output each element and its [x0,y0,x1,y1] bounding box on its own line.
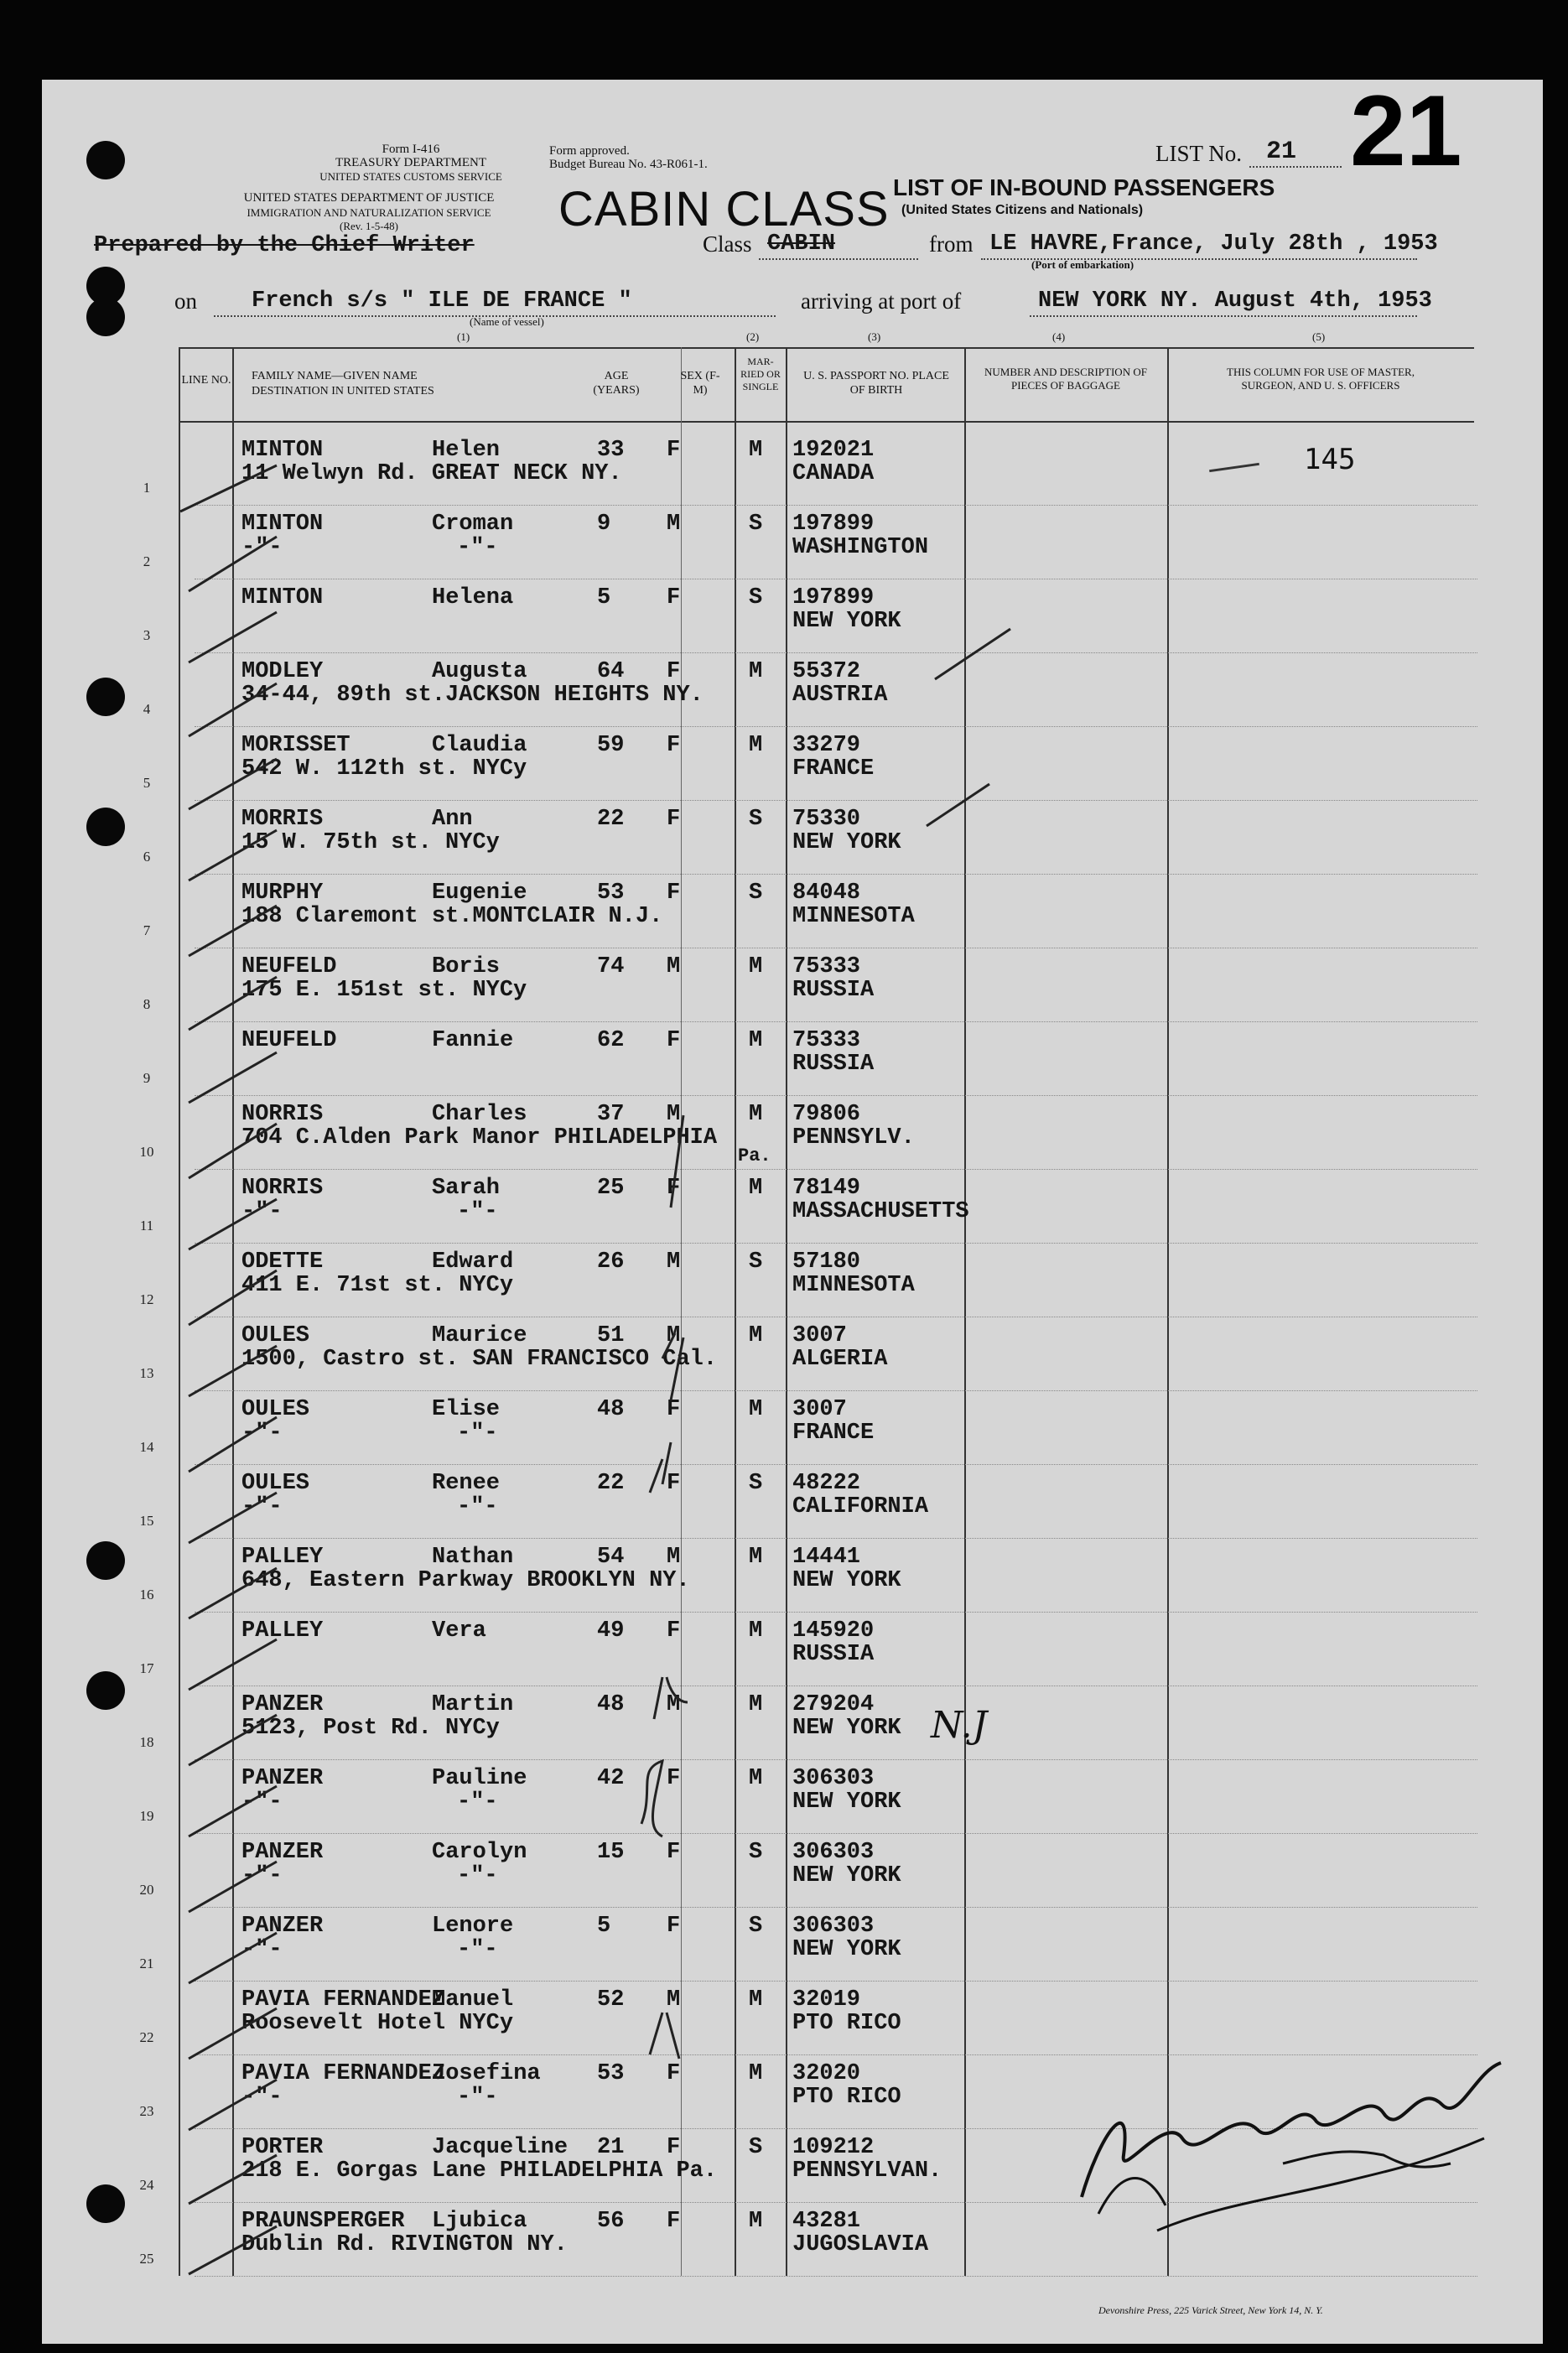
age: 25 [597,1176,625,1201]
place-of-birth: PTO RICO [792,2011,901,2036]
line-number: 19 [139,1808,154,1824]
destination: -"- [241,1937,283,1962]
from-label: from [929,231,974,257]
destination-ditto: -"- [457,1199,498,1224]
passport-no: 78149 [792,1176,861,1201]
vessel-note: (Name of vessel) [470,315,544,328]
destination-ditto: -"- [457,1421,498,1446]
place-of-birth: RUSSIA [792,1052,875,1077]
place-of-birth: NEW YORK [792,1716,901,1741]
passport-no: 306303 [792,1766,875,1791]
form-number: Form I-416 [382,143,440,156]
passport-no: 3007 [792,1397,847,1422]
sex: F [667,1840,681,1865]
married-single: M [749,954,763,979]
married-single: M [749,2209,763,2234]
cabin-class-title: CABIN CLASS [558,182,890,236]
sex: M [667,1987,681,2013]
age: 5 [597,585,611,610]
family-name: PALLEY [241,1545,324,1570]
sex: F [667,2209,681,2234]
sex: F [667,2061,681,2086]
married-single: M [749,1766,763,1791]
sex: M [667,1249,681,1275]
place-of-birth: NEW YORK [792,1937,901,1962]
sex: F [667,880,681,906]
sex: F [667,1914,681,1939]
family-name: PANZER [241,1840,324,1865]
age: 62 [597,1028,625,1053]
place-of-birth: NEW YORK [792,609,901,634]
married-single: M [749,1102,763,1127]
married-single: M [749,1176,763,1201]
line-number: 23 [139,2103,154,2119]
passport-no: 75333 [792,954,861,979]
margin-note: N.J [931,1704,988,1747]
place-of-birth: NEW YORK [792,830,901,855]
family-name: NORRIS [241,1176,324,1201]
destination-ditto: -"- [457,1937,498,1962]
family-name: PAVIA FERNANDEZ [241,2061,446,2086]
married-single: M [749,1028,763,1053]
passport-no: 57180 [792,1249,861,1275]
given-name: Maurice [432,1323,527,1348]
destination: Roosevelt Hotel NYCy [241,2011,514,2036]
prepared-by: Prepared by the Chief Writer [94,233,475,258]
given-name: Croman [432,512,514,537]
married-single: S [749,585,763,610]
header-sex: SEX (F-M) [680,370,720,397]
line-number: 24 [139,2177,154,2193]
age: 53 [597,880,625,906]
family-name: MURPHY [241,880,324,906]
place-of-birth: NEW YORK [792,1789,901,1815]
given-name: Josefina [432,2061,541,2086]
married-single: S [749,2135,763,2160]
destination: 648, Eastern Parkway BROOKLYN NY. [241,1568,690,1593]
given-name: Renee [432,1471,501,1496]
header-destination: DESTINATION IN UNITED STATES [252,385,434,397]
col-num-5: (5) [1312,330,1326,343]
destination: 411 E. 71st st. NYCy [241,1273,514,1298]
destination-ditto: -"- [457,535,498,560]
embark-note: (Port of embarkation) [1031,258,1134,271]
place-of-birth: MINNESOTA [792,1273,915,1298]
age: 9 [597,512,611,537]
passport-no: 75330 [792,807,861,832]
list-no-typed: 21 [1266,138,1297,166]
sex: M [667,512,681,537]
officer-note: 145 [1304,443,1356,476]
sex: F [667,1766,681,1791]
sex: M [667,1102,681,1127]
list-subtitle: (United States Citizens and Nationals) [901,203,1144,217]
married-single: M [749,733,763,758]
destination: -"- [241,1494,283,1519]
family-name: NEUFELD [241,954,337,979]
age: 26 [597,1249,625,1275]
place-of-birth: PENNSYLV. [792,1125,915,1151]
line-number: 2 [143,553,151,569]
treasury-dept: TREASURY DEPARTMENT [335,156,487,169]
married-single: S [749,1471,763,1496]
col-num-1: (1) [457,330,470,343]
line-number: 4 [143,701,151,717]
on-label: on [174,288,197,314]
form-approved: Form approved. [549,144,630,158]
destination: -"- [241,1421,283,1446]
line-number: 5 [143,775,151,791]
age: 22 [597,807,625,832]
age: 53 [597,2061,625,2086]
destination: Dublin Rd. RIVINGTON NY. [241,2232,568,2257]
given-name: Augusta [432,659,527,684]
sex: F [667,1176,681,1201]
passport-no: 197899 [792,512,875,537]
given-name: Manuel [432,1987,514,2013]
line-number: 22 [139,2029,154,2045]
sex: F [667,733,681,758]
destination-extra: Pa. [738,1145,771,1166]
passport-no: 306303 [792,1840,875,1865]
given-name: Sarah [432,1176,501,1201]
sex: F [667,1471,681,1496]
family-name: OULES [241,1323,310,1348]
married-single: S [749,807,763,832]
passport-no: 306303 [792,1914,875,1939]
sex: F [667,585,681,610]
line-number: 25 [139,2251,154,2267]
sex: M [667,1323,681,1348]
passport-no: 48222 [792,1471,861,1496]
destination: -"- [241,1199,283,1224]
line-number: 10 [139,1144,154,1160]
sex: M [667,1692,681,1717]
destination-ditto: -"- [457,1789,498,1815]
destination: 34-44, 89th st.JACKSON HEIGHTS NY. [241,683,704,708]
age: 64 [597,659,625,684]
header-line-no: LINE NO. [181,374,231,387]
ins-name: IMMIGRATION AND NATURALIZATION SERVICE [247,206,491,219]
family-name: OULES [241,1471,310,1496]
married-single: S [749,1914,763,1939]
given-name: Charles [432,1102,527,1127]
passport-no: 43281 [792,2209,861,2234]
given-name: Pauline [432,1766,527,1791]
married-single: M [749,1323,763,1348]
line-number: 15 [139,1513,154,1529]
customs-service: UNITED STATES CUSTOMS SERVICE [319,170,502,183]
family-name: MORISSET [241,733,350,758]
budget-bureau: Budget Bureau No. 43-R061-1. [549,158,708,171]
line-number: 9 [143,1070,151,1086]
line-number: 13 [139,1365,154,1381]
line-number: 16 [139,1587,154,1602]
married-single: M [749,1545,763,1570]
header-baggage: NUMBER AND DESCRIPTION OF PIECES OF BAGGAGE [984,366,1147,392]
passport-no: 192021 [792,438,875,463]
col-num-3: (3) [868,330,881,343]
place-of-birth: AUSTRIA [792,683,888,708]
place-of-birth: PTO RICO [792,2085,901,2110]
given-name: Martin [432,1692,514,1717]
family-name: PORTER [241,2135,324,2160]
age: 49 [597,1618,625,1644]
family-name: NEUFELD [241,1028,337,1053]
married-single: M [749,438,763,463]
age: 42 [597,1766,625,1791]
line-number: 3 [143,627,151,643]
destination: 15 W. 75th st. NYCy [241,830,500,855]
place-of-birth: CALIFORNIA [792,1494,929,1519]
age: 37 [597,1102,625,1127]
place-of-birth: ALGERIA [792,1347,888,1372]
line-number: 12 [139,1291,154,1307]
line-number: 21 [139,1956,154,1971]
place-of-birth: FRANCE [792,1421,875,1446]
family-name: PAVIA FERNANDEZ [241,1987,446,2013]
line-number: 17 [139,1660,154,1676]
age: 33 [597,438,625,463]
married-single: M [749,1397,763,1422]
place-of-birth: CANADA [792,461,875,486]
destination: 11 Welwyn Rd. GREAT NECK NY. [241,461,622,486]
passport-no: 145920 [792,1618,875,1644]
destination: -"- [241,1789,283,1815]
given-name: Boris [432,954,501,979]
married-single: S [749,880,763,906]
destination: 218 E. Gorgas Lane PHILADELPHIA Pa. [241,2158,718,2184]
header-family-name: FAMILY NAME—GIVEN NAME [252,370,418,382]
destination: 1500, Castro st. SAN FRANCISCO Cal. [241,1347,718,1372]
sex: F [667,438,681,463]
family-name: PALLEY [241,1618,324,1644]
age: 51 [597,1323,625,1348]
col-num-4: (4) [1052,330,1066,343]
given-name: Vera [432,1618,486,1644]
family-name: OULES [241,1397,310,1422]
sex: F [667,2135,681,2160]
passport-no: 33279 [792,733,861,758]
destination: 188 Claremont st.MONTCLAIR N.J. [241,904,663,929]
header-passport: U. S. PASSPORT NO. PLACE OF BIRTH [803,370,949,397]
header-age: AGE (YEARS) [593,370,640,397]
age: 48 [597,1397,625,1422]
place-of-birth: PENNSYLVAN. [792,2158,942,2184]
from-value: LE HAVRE,France, July 28th , 1953 [989,231,1438,257]
sex: F [667,1618,681,1644]
place-of-birth: MASSACHUSETTS [792,1199,969,1224]
line-number: 6 [143,849,151,865]
header-officer: THIS COLUMN FOR USE OF MASTER, SURGEON, AND U. S. OFFICERS [1227,366,1415,392]
destination: 5123, Post Rd. NYCy [241,1716,500,1741]
age: 21 [597,2135,625,2160]
line-number: 20 [139,1882,154,1898]
place-of-birth: NEW YORK [792,1568,901,1593]
place-of-birth: RUSSIA [792,1642,875,1667]
given-name: Claudia [432,733,527,758]
justice-dept: UNITED STATES DEPARTMENT OF JUSTICE [243,191,495,205]
line-number: 7 [143,922,151,938]
family-name: MINTON [241,438,324,463]
place-of-birth: FRANCE [792,756,875,782]
col-num-2: (2) [746,330,760,343]
given-name: Jacqueline [432,2135,569,2160]
destination: -"- [241,1863,283,1888]
family-name: MINTON [241,512,324,537]
line-number: 11 [139,1218,154,1234]
married-single: S [749,512,763,537]
passport-no: 109212 [792,2135,875,2160]
line-number: 18 [139,1734,154,1750]
married-single: S [749,1249,763,1275]
arriving-value: NEW YORK NY. August 4th, 1953 [1038,288,1432,314]
family-name: MODLEY [241,659,324,684]
age: 59 [597,733,625,758]
destination: 175 E. 151st st. NYCy [241,978,527,1003]
destination-ditto: -"- [457,1863,498,1888]
passport-no: 32019 [792,1987,861,2013]
passport-no: 14441 [792,1545,861,1570]
age: 54 [597,1545,625,1570]
age: 15 [597,1840,625,1865]
list-no-label: LIST No. [1155,141,1243,166]
family-name: PANZER [241,1766,324,1791]
family-name: PANZER [241,1914,324,1939]
family-name: ODETTE [241,1249,324,1275]
passport-no: 75333 [792,1028,861,1053]
given-name: Lenore [432,1914,514,1939]
printer-credit: Devonshire Press, 225 Varick Street, New York 14, N. Y. [1098,2304,1323,2316]
given-name: Elise [432,1397,501,1422]
destination: 704 C.Alden Park Manor PHILADELPHIA [241,1125,718,1151]
given-name: Eugenie [432,880,527,906]
passport-no: 79806 [792,1102,861,1127]
destination: 542 W. 112th st. NYCy [241,756,527,782]
given-name: Helena [432,585,514,610]
line-number: 8 [143,996,151,1012]
passport-no: 84048 [792,880,861,906]
married-single: M [749,1987,763,2013]
married-single: S [749,1840,763,1865]
place-of-birth: NEW YORK [792,1863,901,1888]
age: 52 [597,1987,625,2013]
given-name: Helen [432,438,501,463]
line-number: 14 [139,1439,154,1455]
given-name: Ljubica [432,2209,527,2234]
married-single: M [749,1618,763,1644]
married-single: M [749,659,763,684]
place-of-birth: WASHINGTON [792,535,929,560]
sex: F [667,659,681,684]
family-name: MINTON [241,585,324,610]
age: 22 [597,1471,625,1496]
sex: F [667,1028,681,1053]
sex: M [667,1545,681,1570]
married-single: M [749,1692,763,1717]
passport-no: 55372 [792,659,861,684]
given-name: Carolyn [432,1840,527,1865]
age: 74 [597,954,625,979]
passport-no: 279204 [792,1692,875,1717]
class-value: CABIN [767,231,836,257]
age: 48 [597,1692,625,1717]
passport-no: 197899 [792,585,875,610]
family-name: PANZER [241,1692,324,1717]
sex: F [667,1397,681,1422]
place-of-birth: JUGOSLAVIA [792,2232,929,2257]
passport-no: 32020 [792,2061,861,2086]
list-no-stamp: 21 [1350,75,1462,187]
place-of-birth: RUSSIA [792,978,875,1003]
destination-ditto: -"- [457,1494,498,1519]
destination-ditto: -"- [457,2085,498,2110]
list-title: LIST OF IN-BOUND PASSENGERS [893,174,1275,200]
given-name: Nathan [432,1545,514,1570]
destination: -"- [241,2085,283,2110]
family-name: NORRIS [241,1102,324,1127]
place-of-birth: MINNESOTA [792,904,915,929]
arriving-label: arriving at port of [801,288,962,314]
sex: M [667,954,681,979]
sex: F [667,807,681,832]
age: 5 [597,1914,611,1939]
family-name: MORRIS [241,807,324,832]
given-name: Edward [432,1249,514,1275]
vessel-value: French s/s " ILE DE FRANCE " [252,288,632,314]
passport-no: 3007 [792,1323,847,1348]
married-single: M [749,2061,763,2086]
family-name: PRAUNSPERGER [241,2209,405,2234]
given-name: Ann [432,807,473,832]
given-name: Fannie [432,1028,514,1053]
line-number: 1 [143,480,151,496]
class-label: Class [703,231,752,257]
header-married: MAR- RIED OR SINGLE [740,356,781,392]
revision: (Rev. 1-5-48) [340,220,398,232]
age: 56 [597,2209,625,2234]
destination: -"- [241,535,283,560]
